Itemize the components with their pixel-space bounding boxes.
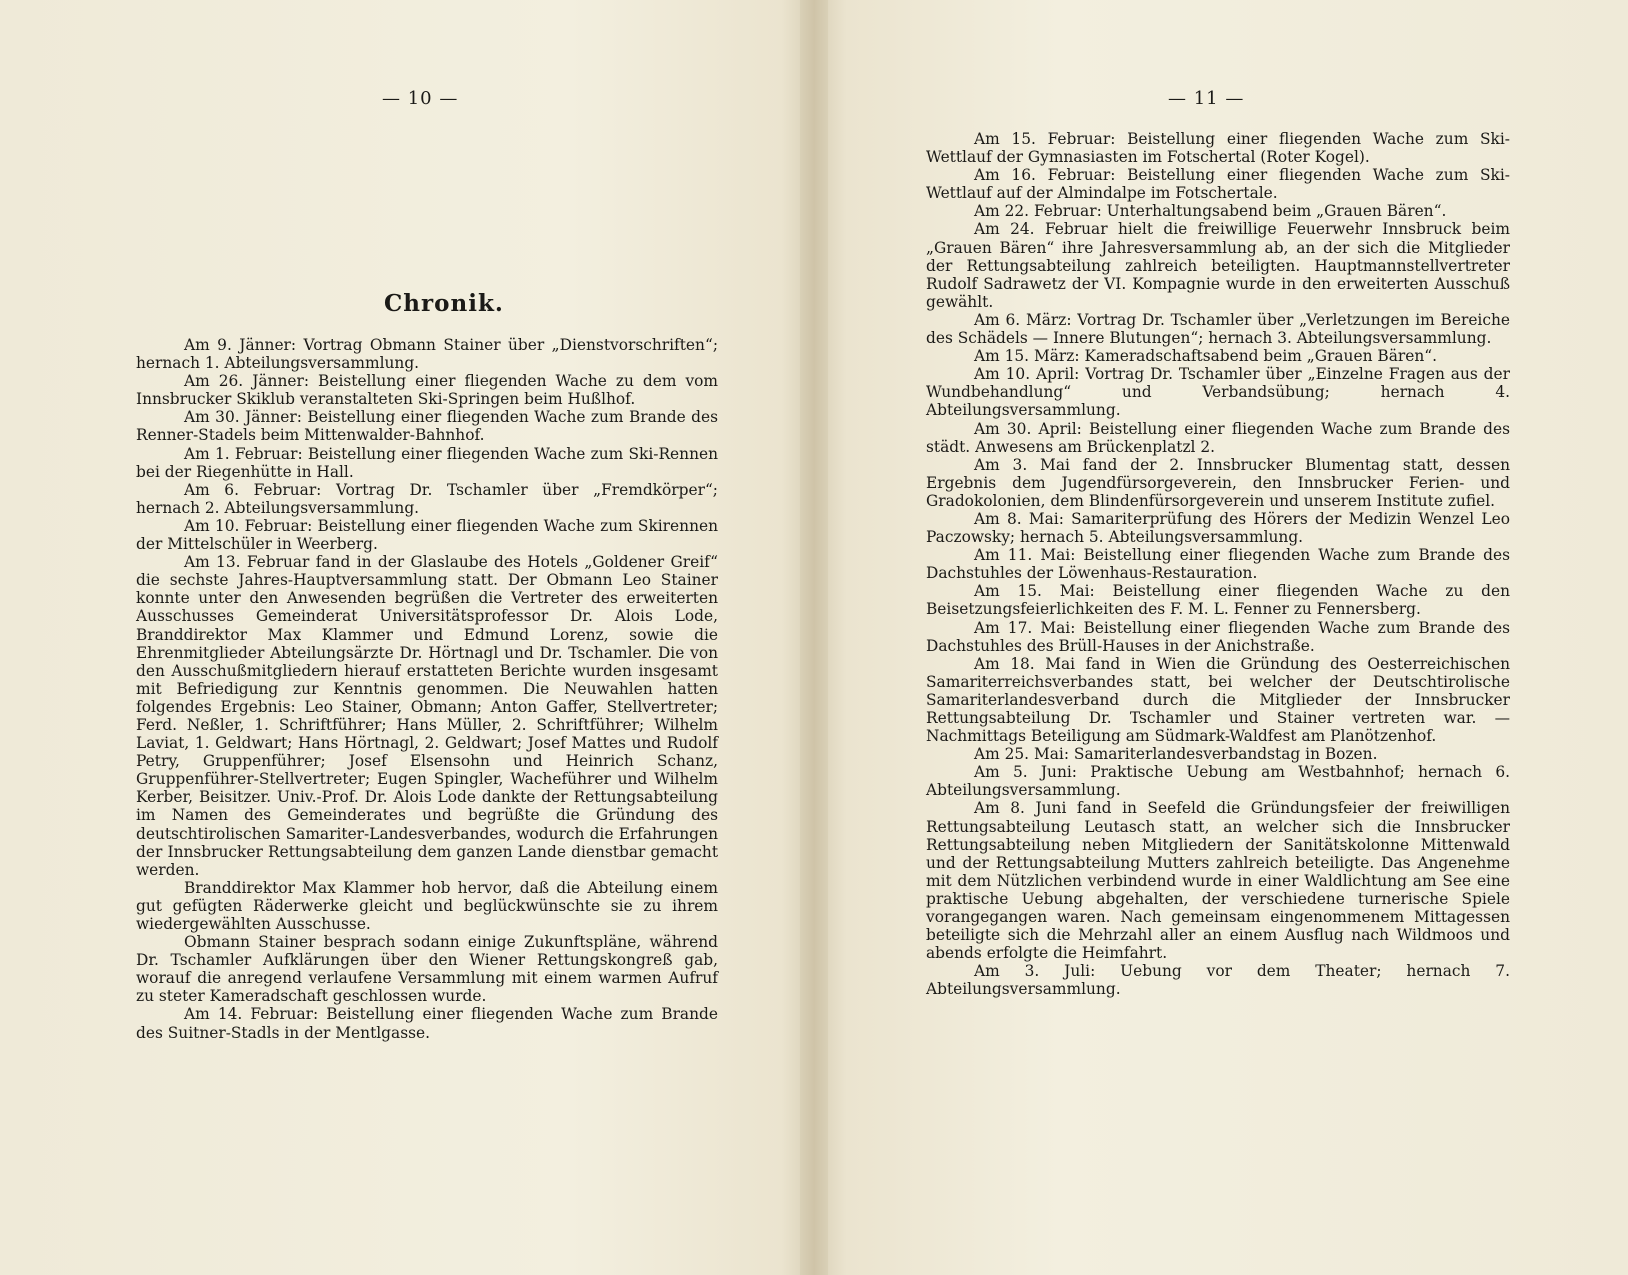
right-paragraph: Am 17. Mai: Beistellung einer fliegenden Wache zum Brande des Dachstuhles des Brüll-Hauses in der Anichstraße. [926,618,1510,655]
right-paragraph: Am 16. Februar: Beistellung einer fliegenden Wache zum Ski-Wettlauf auf der Almindalpe im Fotschertale. [926,166,1510,203]
left-paragraph: Am 14. Februar: Beistellung einer fliegenden Wache zum Brande des Suitner-Stadls in der Mentlgasse. [136,1005,718,1042]
right-paragraph: Am 11. Mai: Beistellung einer fliegenden Wache zum Brande des Dachstuhles der Löwenhaus-Restauration. [926,546,1510,583]
right-page-number: — 11 — [1168,88,1245,109]
right-paragraph: Am 30. April: Beistellung einer fliegenden Wache zum Brande des städt. Anwesens am Brückenplatzl 2. [926,419,1510,456]
book-gutter [800,0,828,1275]
right-paragraph: Am 8. Juni fand in Seefeld die Gründungsfeier der freiwilligen Rettungsabteilung Leutasch statt, an welcher sich die Innsbrucker Rettungsabteilung neben Mitgliedern der Sanitätskolonne Mittenwald und der Rettungsabteilung Mutters zahlreich beteiligte. Das Angenehme mit dem Nützlichen verbindend wurde in einer Waldlichtung am See eine praktische Uebung abgehalten, der verschiedene turnerische Spiele vorangegangen waren. Nach gemeinsam eingenommenem Mittagessen beteiligte sich die Mehrzahl aller an einem Ausflug nach Wildmoos und abends erfolgte die Heimfahrt. [926,799,1510,963]
right-paragraph: Am 3. Mai fand der 2. Innsbrucker Blumentag statt, dessen Ergebnis dem Jugendfürsorgeverein, den Innsbrucker Ferien- und Gradokolonien, dem Blindenfürsorgeverein und unserem Institute zufiel. [926,455,1510,510]
left-paragraph: Am 9. Jänner: Vortrag Obmann Stainer über „Dienstvorschriften“; hernach 1. Abteilungsversammlung. [136,336,718,373]
left-paragraph: Branddirektor Max Klammer hob hervor, daß die Abteilung einem gut gefügten Räderwerke gleicht und beglückwünschte sie zu ihrem wiedergewählten Ausschusse. [136,878,718,933]
right-paragraph: Am 25. Mai: Samariterlandesverbandstag in Bozen. [974,745,1378,764]
left-paragraph: Obmann Stainer besprach sodann einige Zukunftspläne, während Dr. Tschamler Aufklärungen über den Wiener Rettungskongreß gab, worauf die anregend verlaufene Versammlung mit einem warmen Aufruf zu steter Kameradschaft geschlossen wurde. [136,933,718,1006]
left-page-text [136,336,718,1042]
right-paragraph: Am 22. Februar: Unterhaltungsabend beim „Grauen Bären“. [974,202,1447,221]
right-paragraph: Am 8. Mai: Samariterprüfung des Hörers der Medizin Wenzel Leo Paczowsky; hernach 5. Abteilungsversammlung. [926,509,1510,547]
right-paragraph: Am 15. März: Kameradschaftsabend beim „Grauen Bären“. [974,347,1438,366]
left-page [0,0,800,1275]
left-paragraph: Am 13. Februar fand in der Glaslaube des Hotels „Goldener Greif“ die sechste Jahres-Hauptversammlung statt. Der Obmann Leo Stainer konnte unter den Anwesenden begrüßen die Vertreter des erweiterten Ausschusses Gemeinderat Universitätsprofessor Dr. Alois Lode, Branddirektor Max Klammer und Edmund Lorenz, sowie die Ehrenmitglieder Abteilungsärzte Dr. Hörtnagl und Dr. Tschamler. Die von den Ausschußmitgliedern hierauf erstatteten Berichte wurden insgesamt mit Befriedigung zur Kenntnis genommen. Die Neuwahlen hatten folgendes Ergebnis: Leo Stainer, Obmann; Anton Gaffer, Stellvertreter; Ferd. Neßler, 1. Schriftführer; Hans Müller, 2. Schriftführer; Wilhelm Laviat, 1. Geldwart; Hans Hörtnagl, 2. Geldwart; Josef Mattes und Rudolf Petry, Gruppenführer; Josef Elsensohn und Heinrich Schanz, Gruppenführer-Stellvertreter; Eugen Spingler, Wacheführer und Wilhelm Kerber, Beisitzer. Univ.-Prof. Dr. Alois Lode dankte der Rettungsabteilung im Namen des Gemeinderates und begrüßte die Gründung des deutschtirolischen Samariter-Landesverbandes, wodurch die Erfahrungen der Innsbrucker Rettungsabteilung dem ganzen Lande dienstbar gemacht werden. [136,553,718,879]
right-paragraph: Am 18. Mai fand in Wien die Gründung des Oesterreichischen Samariterreichsverbandes statt, bei welcher der Deutschtirolische Samariterlandesverband durch die Mitglieder der Innsbrucker Rettungsabteilung Dr. Tschamler und Stainer vertreten war. — Nachmittags Beteiligung am Südmark-Waldfest am Planötzenhof. [926,654,1510,746]
right-paragraph: Am 6. März: Vortrag Dr. Tschamler über „Verletzungen im Bereiche des Schädels — Innere Blutungen“; hernach 3. Abteilungsversammlung. [926,310,1510,348]
left-paragraph: Am 10. Februar: Beistellung einer fliegenden Wache zum Skirennen der Mittelschüler in Weerberg. [136,516,718,554]
right-paragraph: Am 15. Februar: Beistellung einer fliegenden Wache zum Ski-Wettlauf der Gymnasiasten im Fotschertal (Roter Kogel). [926,130,1510,167]
right-page [828,0,1628,1275]
left-paragraph: Am 1. Februar: Beistellung einer fliegenden Wache zum Ski-Rennen bei der Riegenhütte in Hall. [136,444,718,481]
right-paragraph: Am 24. Februar hielt die freiwillige Feuerwehr Innsbruck beim „Grauen Bären“ ihre Jahresversammlung ab, an der sich die Mitglieder der Rettungsabteilung zahlreich beteiligten. Hauptmannstellvertreter Rudolf Sadrawetz der VI. Kompagnie wurde in den erweiterten Ausschuß gewählt. [926,220,1510,311]
right-paragraph: Am 5. Juni: Praktische Uebung am Westbahnhof; hernach 6. Abteilungsversammlung. [926,763,1510,800]
left-paragraph: Am 26. Jänner: Beistellung einer fliegenden Wache zu dem vom Innsbrucker Skiklub veranstalteten Ski-Springen beim Hußlhof. [136,372,718,409]
right-paragraph: Am 10. April: Vortrag Dr. Tschamler über „Einzelne Fragen aus der Wundbehandlung“ und Verbandsübung; hernach 4. Abteilungsversammlung. [926,365,1510,420]
right-paragraph: Am 15. Mai: Beistellung einer fliegenden Wache zu den Beisetzungsfeierlichkeiten des F. M. L. Fenner zu Fennersberg. [926,582,1510,619]
left-paragraph: Am 30. Jänner: Beistellung einer fliegenden Wache zum Brande des Renner-Stadels beim Mittenwalder-Bahnhof. [136,408,718,445]
left-paragraph: Am 6. Februar: Vortrag Dr. Tschamler über „Fremdkörper“; hernach 2. Abteilungsversammlung. [136,480,718,517]
right-page-text [926,130,1510,999]
left-page-number: — 10 — [382,88,459,109]
chronicle-heading: Chronik. [384,290,504,317]
right-paragraph: Am 3. Juli: Uebung vor dem Theater; hernach 7. Abteilungsversammlung. [926,962,1510,999]
